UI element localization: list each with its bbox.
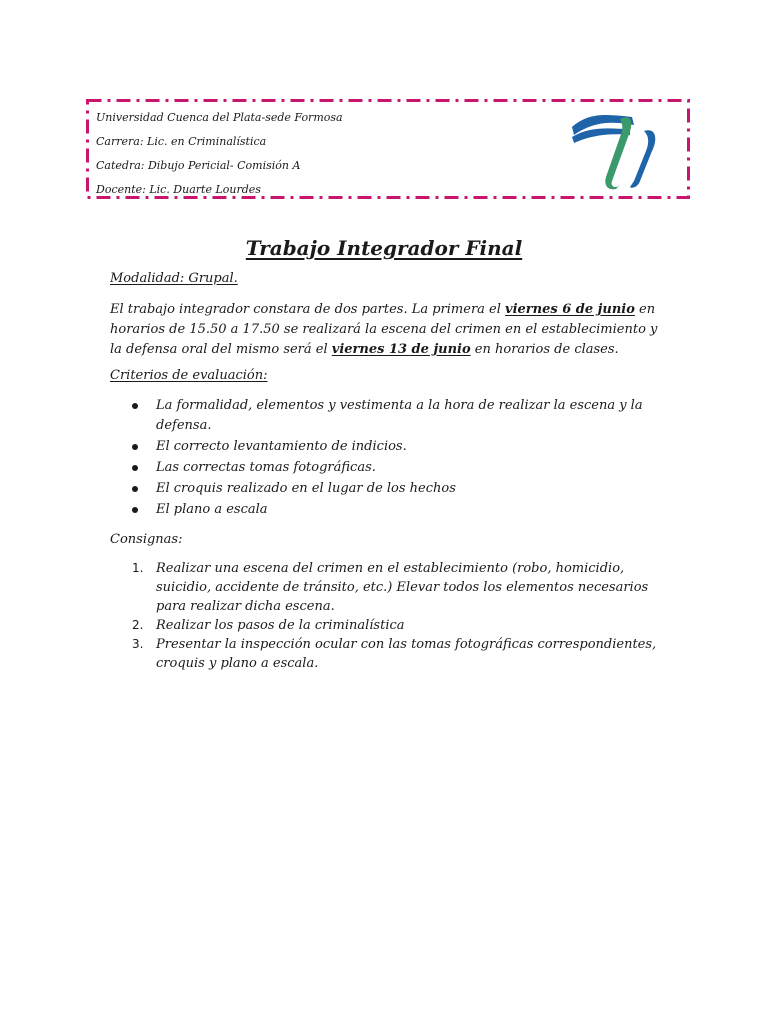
bullet-icon: [132, 486, 138, 492]
list-item: [110, 500, 650, 520]
list-item-text: Realizar una escena del crimen en el establecimiento (robo, homicidio, suicidio, accidente de tránsito, etc.) Elevar todos los elementos necesarios para realizar dicha escena.: [156, 561, 649, 614]
consignas-list: [110, 559, 660, 673]
page-title: Trabajo Integrador Final: [245, 236, 523, 260]
list-item: [110, 479, 650, 499]
header-course: Catedra: Dibujo Pericial- Comisión A: [96, 159, 301, 172]
list-item: [110, 616, 660, 635]
date-highlight-1: viernes 6 de junio: [505, 302, 635, 317]
header-box: [86, 99, 690, 199]
bullet-icon: [132, 465, 138, 471]
intro-text-1: El trabajo integrador constara de dos partes. La primera el: [110, 302, 506, 317]
list-item: [110, 458, 650, 478]
header-university: Universidad Cuenca del Plata-sede Formosa: [96, 111, 343, 124]
criterios-heading: Criterios de evaluación:: [110, 368, 268, 383]
list-item-text: El plano a escala: [156, 502, 268, 517]
bullet-icon: [132, 403, 138, 409]
header-lines: [96, 106, 343, 202]
university-logo-icon: [570, 111, 662, 191]
list-item: [110, 559, 660, 616]
list-item-text: Las correctas tomas fotográficas.: [156, 460, 376, 475]
header-career: Carrera: Lic. en Criminalística: [96, 135, 267, 148]
consignas-heading: Consignas:: [110, 532, 183, 547]
item-number: 3.: [132, 637, 144, 651]
item-number: 2.: [132, 618, 144, 632]
criterios-list: [110, 396, 650, 521]
intro-text-3: en horarios de clases.: [470, 342, 619, 357]
item-number: 1.: [132, 561, 144, 575]
list-item: [110, 437, 650, 457]
list-item-text: El correcto levantamiento de indicios.: [156, 439, 407, 454]
header-teacher: Docente: Lic. Duarte Lourdes: [96, 183, 261, 196]
list-item-text: El croquis realizado en el lugar de los hechos: [156, 481, 456, 496]
intro-paragraph: [110, 300, 660, 360]
bullet-icon: [132, 444, 138, 450]
modalidad-label: Modalidad: Grupal.: [110, 271, 238, 286]
list-item-text: Realizar los pasos de la criminalística: [156, 618, 405, 633]
list-item-text: La formalidad, elementos y vestimenta a la hora de realizar la escena y la defensa.: [156, 398, 643, 433]
intro-text-2: en horarios de 15.50 a 17.50 se realizará la escena del crimen en el establecimiento y la defensa oral del mismo será el: [110, 302, 658, 357]
list-item: [110, 635, 660, 673]
bullet-icon: [132, 507, 138, 513]
list-item: [110, 396, 650, 436]
list-item-text: Presentar la inspección ocular con las tomas fotográficas correspondientes, croquis y plano a escala.: [156, 637, 657, 671]
date-highlight-2: viernes 13 de junio: [331, 342, 471, 357]
